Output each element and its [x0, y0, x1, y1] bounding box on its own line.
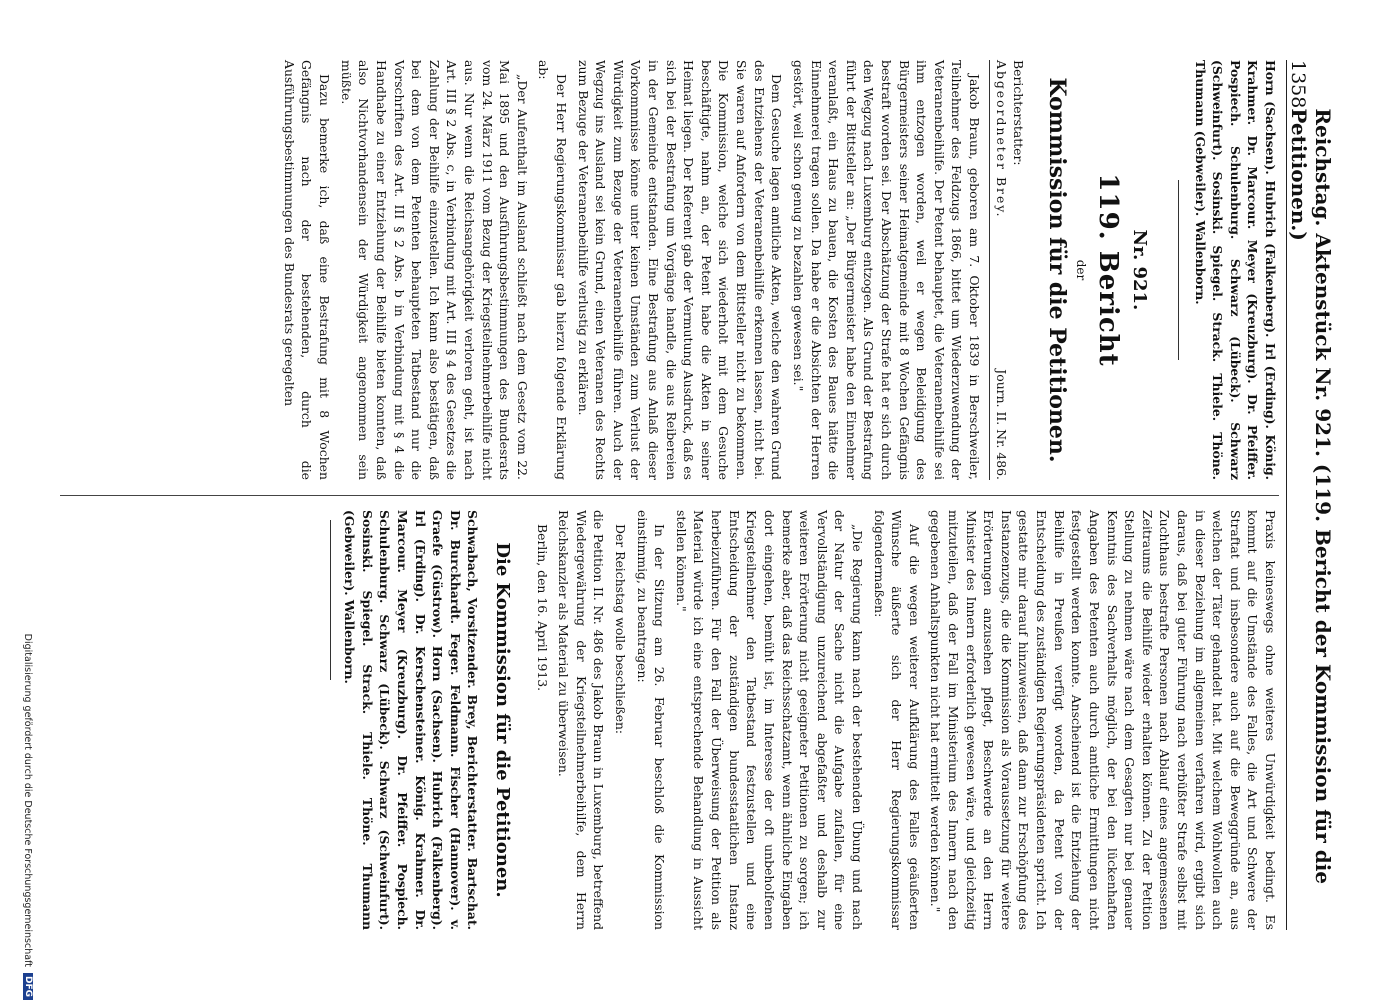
- paragraph: Dazu bemerke ich, daß eine Bestrafung mit 8 Wochen Gefängnis nach der bestehenden, durch die Ausführungsbestimmungen des Bundesrats geregelten: [281, 60, 333, 480]
- paragraph: Auf die wegen weiterer Aufklärung des Falles geäußerten Wünsche äußerte sich der Herr Regierungskommissar folgendermaßen:: [871, 510, 922, 930]
- paragraph: „Der Aufenthalt im Ausland schließt nach dem Gesetz vom 22. Mai 1895 und den Ausführungsbestimmungen des Bundesrats vom 24. März 1911 vom Bezug der Kriegsteilnehmerbeihilfe nicht aus. Nur wenn die Reichsangehörigkeit verloren geht, ist nach Art. III § 2 Abs. c, in Verbindung mit Art. III § 4 des Gesetzes die Zahlung der Beihilfe einzustellen. Ich kann also bestätigen, daß bei dem von dem Petenten behaupteten Tatbestand nur die Vorschriften des Art. III § 2 Abs. b in Verbindung mit § 4 die Handhabe zu einer Entziehung der Beihilfe bieten konnten, daß also Nichtvorhandensein der Würdigkeit angenommen sein müßte.: [338, 60, 530, 480]
- page-header: [1286, 60, 1335, 930]
- digitization-stamp: [18, 0, 38, 1000]
- dfg-logo: DFG: [23, 973, 33, 1000]
- stamp-text: Digitalisierung gefördert durch die Deutsche Forschungsgemeinschaft: [22, 633, 34, 967]
- page-number: 1358: [1287, 60, 1309, 109]
- right-column: [60, 510, 1279, 930]
- report-title-commission: Kommission für die Petitionen.: [1044, 77, 1071, 463]
- paragraph: Der Reichstag wolle beschließen:: [613, 524, 629, 735]
- signature-commission-title: Die Kommission für die Petitionen.: [492, 542, 514, 898]
- paragraph: „Die Regierung kann nach der bestehenden Übung und nach der Natur der Sache nicht die Aufgabe zufallen, für eine Vervollständigung unzureichend abgefaßter und deshalb zur weiteren Erörterung nicht geeigneter Petitionen zu sorgen; ich bemerke aber, daß das Reichsschatzamt, wenn ähnliche Eingaben dort eingehen, bemüht ist, im Interesse der oft unbeholfenen Kriegsteilnehmer den Tatbestand festzustellen und eine Entscheidung der zuständigen bundesstaatlichen Instanz herbeizuführen. Für den Fall der Überweisung der Petition als Material würde ich eine entsprechende Behandlung in Aussicht stellen können.": [673, 510, 865, 930]
- paragraph: Dem Gesuche lagen amtliche Akten, welche den wahren Grund des Entziehens der Veteranenbeihilfe erkennen lassen, nicht bei. Sie waren auf Anfordern von dem Bittsteller nicht zu bekommen. Die Kommission, welche sich wiederholt mit dem Gesuche beschäftigte, nahm an, der Petent habe die Akten in seiner Heimat liegen. Der Referent gab der Vermutung Ausdruck, daß es sich bei der Bestrafung um Vorgänge handle, die aus Reibereien in der Gemeinde entstanden. Eine Bestrafung aus Anlaß dieser Vorkommnisse könne unter keinen Umständen zum Verlust der Würdigkeit zum Bezuge der Veteranenbeihilfe führen. Auch der Wegzug ins Ausland sei kein Grund, einen Veteranen des Rechts zum Bezuge der Veteranenbeihilfe verlustig zu erklären.: [575, 60, 785, 480]
- paragraph: Praxis keineswegs ohne weiteres Unwürdigkeit bedingt. Es kommt auf die Umstände des Falles, die Art und Schwere der Straftat und insbesondere auch auf die Beweggründe an, aus welchen der Täter gehandelt hat. Mit welchem Wohlwollen auch in dieser Beziehung im allgemeinen verfahren wird, ergibt sich daraus, daß bei guter Führung nach verbüßter Strafe selbst mit Zuchthaus bestrafte Personen nach Ablauf eines angemessenen Zeitraums die Beihilfe wieder erhalten können. Zu der Petition Stellung zu nehmen wäre nach dem Gesagten nur bei genauer Kenntnis des Sachverhalts möglich, der bei den lückenhaften Angaben des Petenten auch durch amtliche Ermittlungen nicht festgestellt werden konnte. Anscheinend ist die Entziehung der Beihilfe in Preußen verfügt worden, da Petent von der Entscheidung des zuständigen Regierungspräsidenten spricht. Ich gestatte mir darauf hinzuweisen, daß dann zur Erschöpfung des Instanzenzugs, die die Kommission als Voraussetzung für weitere Erörterungen anzusehen pflegt, Beschwerde an den Herrn Minister des Innern erforderlich gewesen wäre, und gleichzeitig mitzuteilen, daß der Fall im Ministerium des Innern nach den gegebenen Anhaltspunkten nicht hat ermittelt werden können.": [928, 510, 1278, 930]
- report-title-der: der: [1074, 259, 1089, 281]
- paragraph: Jakob Braun, geboren am 7. Oktober 1839 in Berschweiler, Teilnehmer des Feldzugs 1866, bittet um Wiederzuwendung der Veteranenbeihilfe. Der Petent behauptet, die Veteranenbeihilfe sei ihm entzogen worden, weil er wegen Beleidigung des Bürgermeisters seiner Heimatgemeinde mit 8 Wochen Gefängnis bestraft worden sei. Der Abschätzung der Strafe hat er sich durch den Wegzug nach Luxemburg entzogen. Als Grund der Bestrafung führt der Bittsteller an: „Der Bürgermeister habe den Einnehmer veranlaßt, ein Haus zu bauen, die Kosten des Baues hätte die Einnehmerei tragen sollen. Da habe er die Absichten der Herren gestört, weil schon genug zu bezahlen gewesen sei.": [790, 60, 983, 480]
- reporter-label: Berichterstatter:: [1011, 60, 1027, 166]
- left-column: [60, 60, 1279, 480]
- journal-number: Journ. II. Nr. 486.: [993, 369, 1009, 480]
- reporter-row: [989, 60, 1010, 480]
- members-list-top: Horn (Sachsen). Hubrich (Falkenberg). Irl (Erding). König. Krahmer. Dr. Marcour. Meyer (Kreuzburg). Dr. Pfeiffer. Pospiech. Schulenburg. Schwarz (Lübeck). Schwarz (Schweinfurt). Sosinski. Spiegel. Strack. Thiele. Thöne. Thumann (Gebweiler). Wallenborn.: [1192, 60, 1278, 480]
- document-number: Nr. 921.: [1128, 229, 1150, 311]
- column-separator: [60, 495, 1279, 496]
- running-head: Reichstag. Aktenstück Nr. 921. (119. Bericht der Kommission für die Petitionen.): [1287, 108, 1335, 885]
- signature-members: Schwabach, Vorsitzender. Brey, Berichterstatter. Bartschat. Dr. Burckhardt. Feger. Feldmann. Fischer (Hannover). v. Graefe (Güstrow). Horn (Sachsen). Hubrich (Falkenberg). Irl (Erding). Dr. Kerschensteiner. König. Krahmer. Dr. Marcour. Meyer (Kreuzburg). Dr. Pfeiffer. Pospiech. Schulenburg. Schwarz (Lübeck). Schwarz (Schweinfurt). Sosinski. Spiegel. Strack. Thiele. Thöne. Thumann (Gebweiler). Wallenborn.: [342, 510, 481, 930]
- paragraph: In der Sitzung am 26. Februar beschloß die Kommission einstimmig, zu beantragen:: [634, 510, 668, 930]
- place-date: Berlin, den 16. April 1913.: [534, 524, 550, 692]
- reporter-name: Abgeordneter Brey.: [993, 60, 1009, 219]
- paragraph: Der Herr Regierungskommissar gab hierzu folgende Erklärung ab:: [536, 60, 569, 480]
- motion-text: die Petition II. Nr. 486 des Jakob Braun in Luxemburg, betreffend Wiedergewährung der Kriegsteilnehmerbeihilfe, dem Herrn Reichskanzler als Material zu überweisen.: [556, 510, 607, 930]
- divider: [330, 520, 331, 680]
- report-title: 119. Bericht: [1093, 173, 1124, 367]
- divider: [1178, 180, 1179, 360]
